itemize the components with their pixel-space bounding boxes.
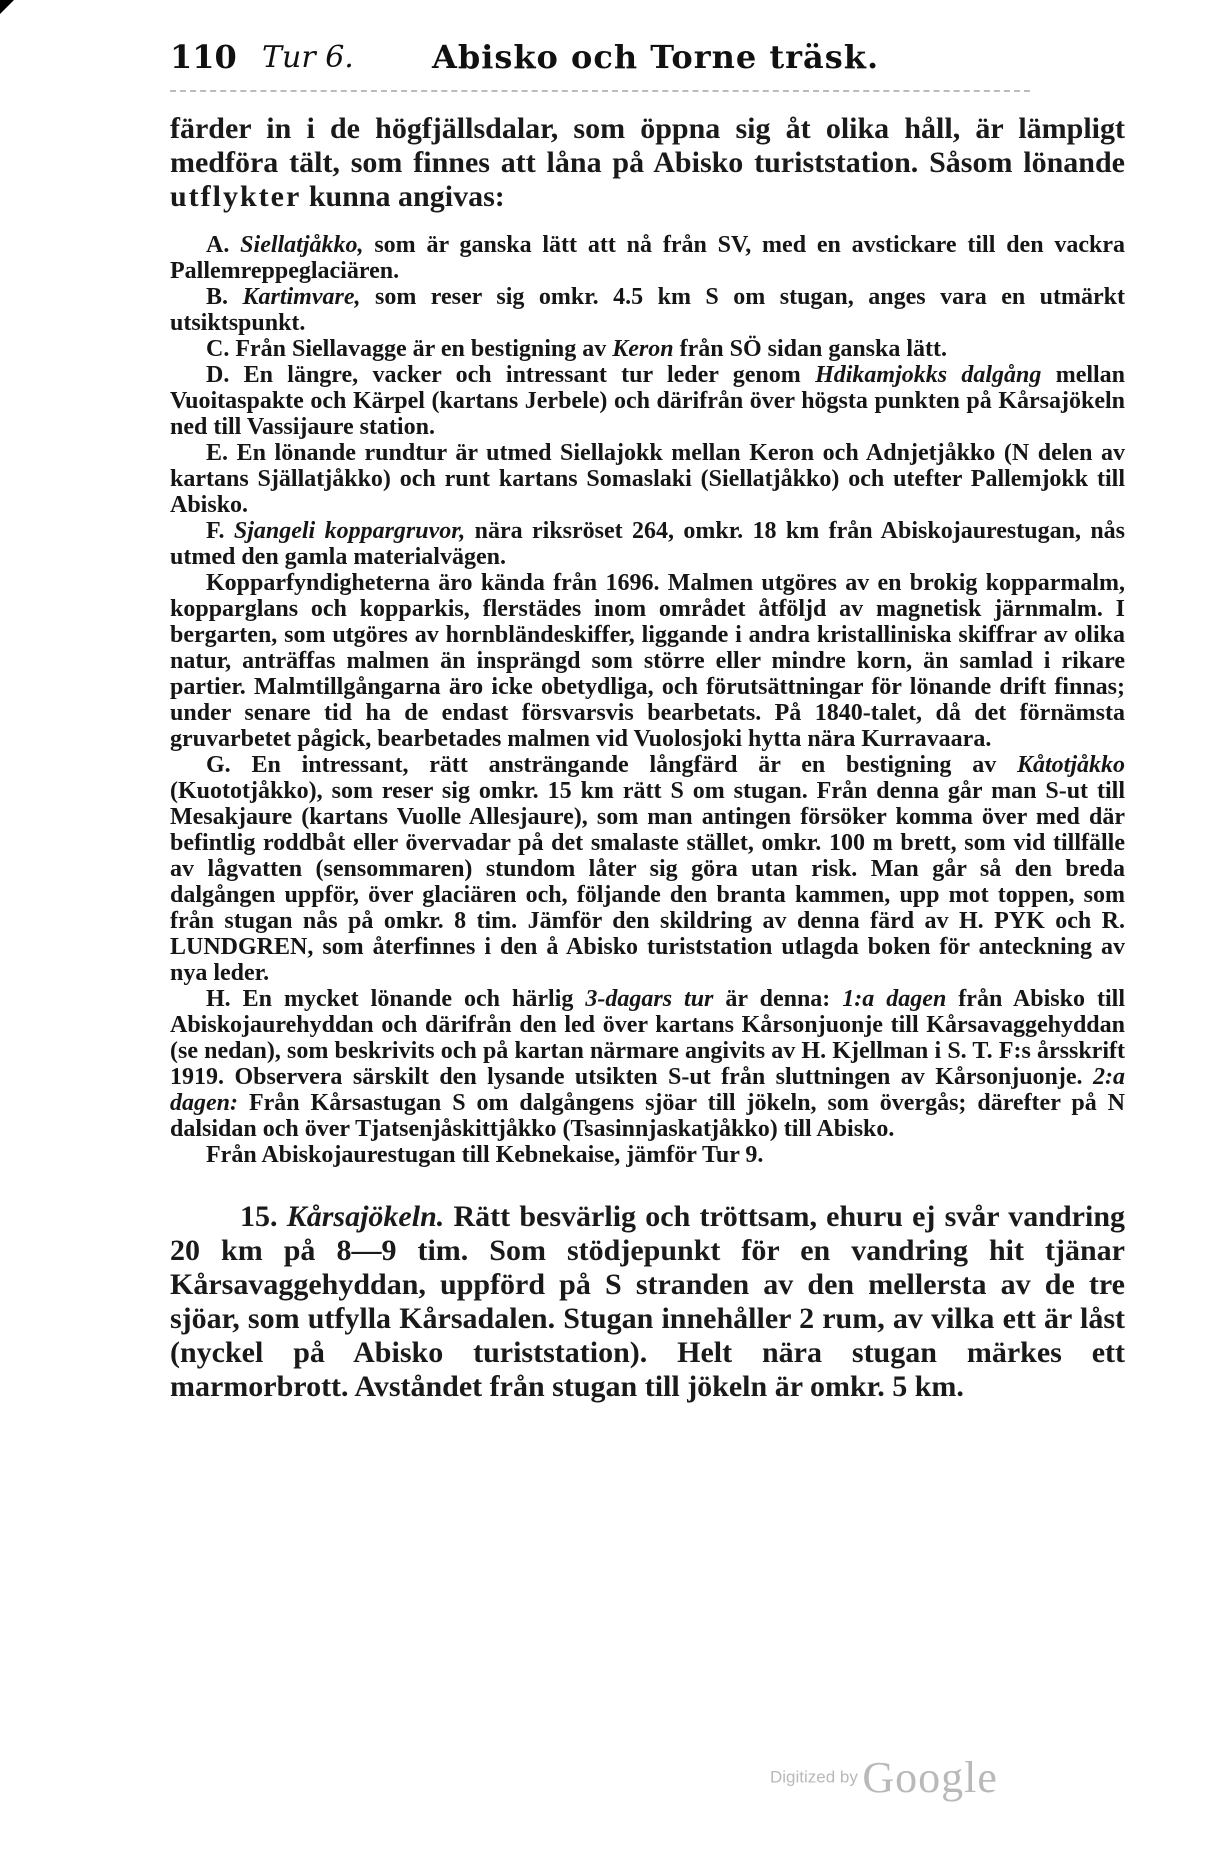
header-title: Abisko och Torne träsk. [432, 38, 880, 76]
page-number: 110 [170, 38, 237, 76]
item-text: mellan Vuoitaspakte och Kärpel (kartans Jerbele) och därifrån över högsta punkten på Kårsajökeln ned till Vassijaure station. [170, 362, 1126, 440]
list-item-c [170, 336, 1125, 362]
item-text: som reser sig omkr. 4.5 km S om stugan, anges vara en utmärkt utsiktspunkt. [170, 284, 1126, 336]
item-tail: Från Kårsastugan S om dalgångens sjöar till jökeln, som övergås; därefter på N dalsidan och över Tjatsenjåskittjåkko (Tsasinnjaskatjåkko) till Abisko. [170, 1090, 1126, 1142]
item-pre: En mycket lönande och härlig [242, 986, 574, 1012]
item-place: Kåtotjåkko [1016, 752, 1125, 778]
item-text: som är ganska lätt att nå från SV, med en avstickare till den vackra Pallemreppeglaciären. [170, 232, 1126, 284]
section-text: Rätt besvärlig och tröttsam, ehuru ej svår vandring 20 km på 8—9 tim. Som stödjepunkt för en vandring hit tjänar Kårsavaggehyddan, uppförd på S stranden av den mellersta av de tre sjöar, som utfylla Kårsadalen. Stugan innehåller 2 rum, av vilka ett är låst (nyckel på Abisko turiststation). Helt nära stugan märkes ett marmorbrott. Avståndet från stugan till jökeln är omkr. 5 km. [170, 1200, 1126, 1403]
list-item-g [170, 752, 1125, 986]
section-number: 15. [240, 1200, 278, 1233]
item-text: nära riksröset 264, omkr. 18 km från Abiskojaurestugan, nås utmed den gamla materialvägen. [170, 518, 1126, 570]
item-place: Siellatjåkko, [240, 232, 364, 258]
digitized-watermark [770, 1752, 998, 1803]
item-pre: En längre, vacker och intressant tur leder genom [243, 362, 801, 388]
running-header [170, 38, 1050, 84]
scan-corner-mark [0, 0, 14, 14]
item-letter: A. [206, 232, 230, 258]
watermark-logo: Google [862, 1753, 998, 1802]
item-text: från SÖ sidan ganska lätt. [679, 336, 948, 362]
kebnekaise-line [170, 1142, 1125, 1168]
item-text: från Abisko till Abiskojaurehyddan och därifrån den led över kartans Kårsonjuonje till Kårsavaggehyddan (se nedan), som beskrivits och på kartan närmare angivits av H. Kjellman i S. T. F:s årsskrift 1919. Observera särskilt den lysande utsikten S-ut från sluttningen av Kårsonjuonje. [170, 986, 1125, 1090]
item-letter: H. [206, 986, 231, 1012]
item-pre: En intressant, rätt ansträngande långfärd är en bestigning av [251, 752, 997, 778]
page-body [170, 112, 1125, 1434]
item-place: Kartimvare, [242, 284, 361, 310]
item-letter: C. [206, 336, 230, 362]
tour-label: Tur 6. [262, 40, 354, 75]
list-item-f [170, 518, 1125, 570]
item-mid: är denna: [725, 986, 831, 1012]
header-rule [170, 90, 1030, 92]
item-letter: B. [206, 284, 229, 310]
item-pre: Från Siellavagge är en bestigning av [235, 336, 607, 362]
list-item-a [170, 232, 1125, 284]
item-letter: D. [206, 362, 230, 388]
intro-paragraph [170, 112, 1125, 214]
item-text: En lönande rundtur är utmed Siellajokk mellan Keron och Adnjetjåkko (N delen av kartans Själlatjåkko) och runt kartans Somaslaki (Siellatjåkko) och utefter Pallemjokk till Abisko. [170, 440, 1126, 518]
kebnekaise-pre: Från Abiskojaurestugan [206, 1142, 456, 1168]
item-letter: E. [206, 440, 229, 466]
kebnekaise-em: till Kebnekaise, [461, 1142, 621, 1168]
list-item-b [170, 284, 1125, 336]
item-emphasis: 3-dagars tur [585, 986, 714, 1012]
section-title: Kårsajökeln. [286, 1200, 445, 1233]
item-day-two: 2:a dagen: [170, 1064, 1126, 1116]
intro-emphasis: utflykter [170, 180, 302, 213]
list-item-h [170, 986, 1125, 1142]
excursion-list [170, 232, 1125, 1168]
intro-tail: kunna angivas: [308, 180, 505, 213]
kebnekaise-text: jämför Tur 9. [626, 1142, 764, 1168]
item-letter: F. [206, 518, 225, 544]
item-place: Hdikamjokks dalgång [815, 362, 1042, 388]
item-letter: G. [206, 752, 231, 778]
copper-paragraph: Kopparfyndigheterna äro kända från 1696. Malmen utgöres av en brokig kopparmalm, kopparglans och kopparkis, flerstädes inom området åtföljd av magnetisk järnmalm. I bergarten, som utgöres av hornbländeskiffer, liggande i andra kristalliniska skiffrar av olika natur, anträffas malmen än insprängd som större eller mindre korn, än samlad i rikare partier. Malmtillgångarna äro icke obetydliga, och förutsättningar för lönande drift finnas; under senare tid ha de endast försvarsvis bearbetats. På 1840-talet, då det förnämsta gruvarbetet pågick, bearbetades malmen vid Vuolosjoki hytta nära Kurravaara. [170, 570, 1125, 752]
section-15 [170, 1200, 1125, 1404]
item-place: Sjangeli koppargruvor, [233, 518, 466, 544]
watermark-small: Digitized by [770, 1767, 858, 1787]
item-text: (Kuototjåkko), som reser sig omkr. 15 km rätt S om stugan. Från denna går man S-ut till Mesakjaure (kartans Vuolle Allesjaure), som man antingen försöker komma över med där befintlig roddbåt eller övervadar på det smalaste stället, omkr. 100 m brett, som vid tillfälle av lågvatten (sensommaren) stundom låter sig göra utan risk. Man går så den breda dalgången uppför, över glaciären och, följande den branta kammen, upp mot toppen, som från stugan nås på omkr. 8 tim. Jämför den skildring av denna färd av H. PYK och R. LUNDGREN, som återfinnes i den å Abisko turiststation utlagda boken för anteckning av nya leder. [170, 778, 1125, 986]
intro-text: färder in i de högfjällsdalar, som öppna sig åt olika håll, är lämpligt medföra tält, som finnes att låna på Abisko turiststation. Såsom lönande [170, 112, 1125, 179]
item-day-one: 1:a dagen [842, 986, 947, 1012]
list-item-e [170, 440, 1125, 518]
item-place: Keron [612, 336, 674, 362]
list-item-d [170, 362, 1125, 440]
